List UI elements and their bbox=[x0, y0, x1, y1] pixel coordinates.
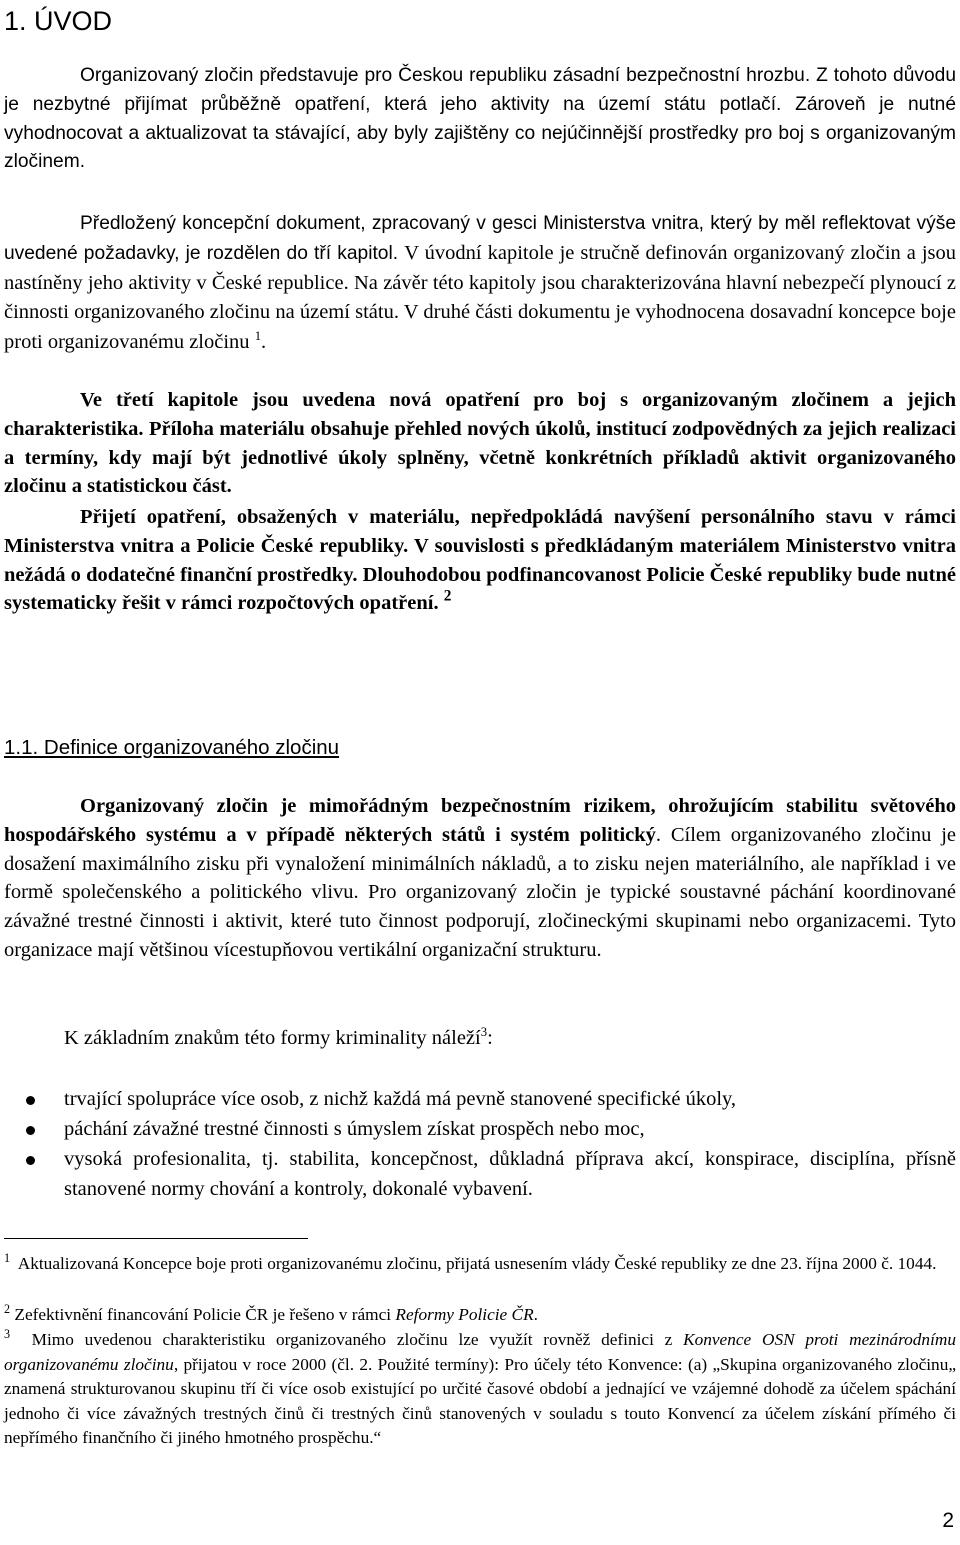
list-item: trvající spolupráce více osob, z nichž každá má pevně stanovené specifické úkoly, bbox=[4, 1084, 956, 1114]
footnote-2: $^2$ Zefektivnění financování Policie ČR je řešeno v rámci Reformy Policie ČR. bbox=[4, 1302, 538, 1324]
third-chapter-paragraph: Ve třetí kapitole jsou uvedena nová opatření pro boj s organizovaným zločinem a jejich charakteristika. Příloha materiálu obsahuje přehled nových úkolů, institucí zodpovědných za jejich realizaci a termíny, kdy mají být jednotlivé úkoly splněny, včetně konkrétních příkladů aktivit organizovaného zločinu a statistickou část. bbox=[4, 389, 956, 498]
features-intro-text: K základním znakům této formy kriminality náleží bbox=[64, 1027, 481, 1049]
footnote-number: 2 bbox=[4, 1302, 11, 1317]
list-item: páchání závažné trestné činnosti s úmyslem získat prospěch nebo moc, bbox=[4, 1114, 956, 1144]
footnote-divider bbox=[4, 1238, 308, 1239]
footnote-ref-3: 3 bbox=[480, 1025, 488, 1040]
structure-sentence-b: V úvodní kapitole je stručně definován organizovaný zločin a jsou nastíněny jeho aktivity v České republice. bbox=[4, 241, 956, 294]
bullet-icon bbox=[26, 1096, 35, 1105]
footnote-number: 1 bbox=[4, 1251, 11, 1266]
footnote-1: $^1$ Aktualizovaná Koncepce boje proti organizovanému zločinu, přijatá usnesením vlády České republiky ze dne 23. října 2000 č. 1044. bbox=[4, 1251, 937, 1273]
section-heading: 1.1. Definice organizovaného zločinu bbox=[4, 736, 340, 759]
footnote-3: $^3$ Mimo uvedenou charakteristiku organizovaného zločinu lze využít rovněž definici z Konvence OSN proti mezinárodnímu organizovanému zločinu, přijatou v roce 2000 (čl. 2. Použité termíny): Pro účely této Konvence: (a) „Skupina organizovaného zločinu„ znamená strukturovanou skupinu tří či více osob existující po určité časové období a jednající ve vzájemné dohodě za účelem spáchání jednoho či více závažných trestných činů či trestných činů stanovených v souladu s touto Konvencí za účelem získání přímého či nepřímého finančního či jiného hmotného prospěchu.“ bbox=[4, 1327, 957, 1447]
definition-paragraph bbox=[4, 792, 956, 965]
features-intro: K základním znakům této formy kriminality náleží$^3$: bbox=[64, 1025, 493, 1049]
bullet-icon bbox=[26, 1156, 35, 1165]
structure-sentence-c: Na závěr této kapitoly jsou charakterizována hlavní nebezpečí plynoucí z činnosti organizovaného zločinu na území státu. bbox=[4, 271, 957, 324]
footnote-ref-2: 2 bbox=[443, 587, 452, 605]
document-structure-paragraph: Předložený koncepční dokument, zpracovaný v gesci Ministerstva vnitra, který by měl reflektovat výše uvedené požadavky, je rozdělen do tří kapitol. V úvodní kapitole je stručně definován organizovaný zločin a jsou nastíněny jeho aktivity v České republice. Na závěr této kapitoly jsou charakterizována hlavní nebezpečí plynoucí z činnosti organizovaného zločinu na území státu. V druhé části dokumentu je vyhodnocena dosavadní koncepce boje proti organizovanému zločinu $^1$. bbox=[4, 213, 957, 354]
financing-text: Přijetí opatření, obsažených v materiálu, nepředpokládá navýšení personálního stavu v rámci Ministerstva vnitra a Policie České republiky. V souvislosti s předkládaným materiálem Ministerstvo vnitra nežádá o dodatečné finanční prostředky. Dlouhodobou podfinancovanost Policie České republiky bude nutné systematicky řešit v rámci rozpočtových opatření. bbox=[4, 506, 956, 615]
intro-paragraph: Organizovaný zločin představuje pro Českou republiku zásadní bezpečnostní hrozbu. Z tohoto důvodu je nezbytné přijímat průběžně opatření, která jeho aktivity na území státu potlačí. Zároveň je nutné vyhodnocovat a aktualizovat ta stávající, aby byly zajištěny co nejúčinnější prostředky pro boj s organizovaným zločinem. bbox=[4, 65, 956, 173]
definition-bold-statement: Organizovaný zločin je mimořádným bezpečnostním rizikem, ohrožujícím stabilitu světového hospodářského systému a v případě některých států i systém politický bbox=[4, 795, 956, 846]
structure-sentence-d: V druhé části dokumentu je vyhodnocena dosavadní koncepce boje proti organizovanému zločinu bbox=[4, 301, 956, 354]
structure-sentence-a: Předložený koncepční dokument, zpracovaný v gesci Ministerstva vnitra, který by měl reflektovat výše uvedené požadavky, je rozdělen do tří kapitol. bbox=[4, 213, 956, 264]
definition-text: . Cílem organizovaného zločinu je dosažení maximálního zisku při vynaložení minimálních nákladů, a to zisku nejen materiálního, ale například i ve formě společenského a politického vlivu. Pro organizovaný zločin je typické soustavné páchání koordinované závažné trestné činnosti i aktivit, které tuto činnost podporují, zločineckými skupinami nebo organizacemi. Tyto organizace mají většinou vícestupňovou vertikální organizační strukturu. bbox=[4, 823, 956, 961]
page-number: 2 bbox=[942, 1509, 954, 1532]
footnote-number: 3 bbox=[4, 1327, 11, 1342]
financing-paragraph bbox=[4, 503, 956, 618]
bullet-icon bbox=[26, 1126, 35, 1135]
list-item: vysoká profesionalita, tj. stabilita, koncepčnost, důkladná příprava akcí, konspirace, disciplína, přísně stanovené normy chování a kontroly, dokonalé vybavení. bbox=[4, 1144, 956, 1204]
chapter-heading: 1. ÚVOD bbox=[4, 6, 113, 36]
features-list bbox=[4, 1084, 956, 1204]
footnote-ref-1: 1 bbox=[254, 329, 262, 344]
